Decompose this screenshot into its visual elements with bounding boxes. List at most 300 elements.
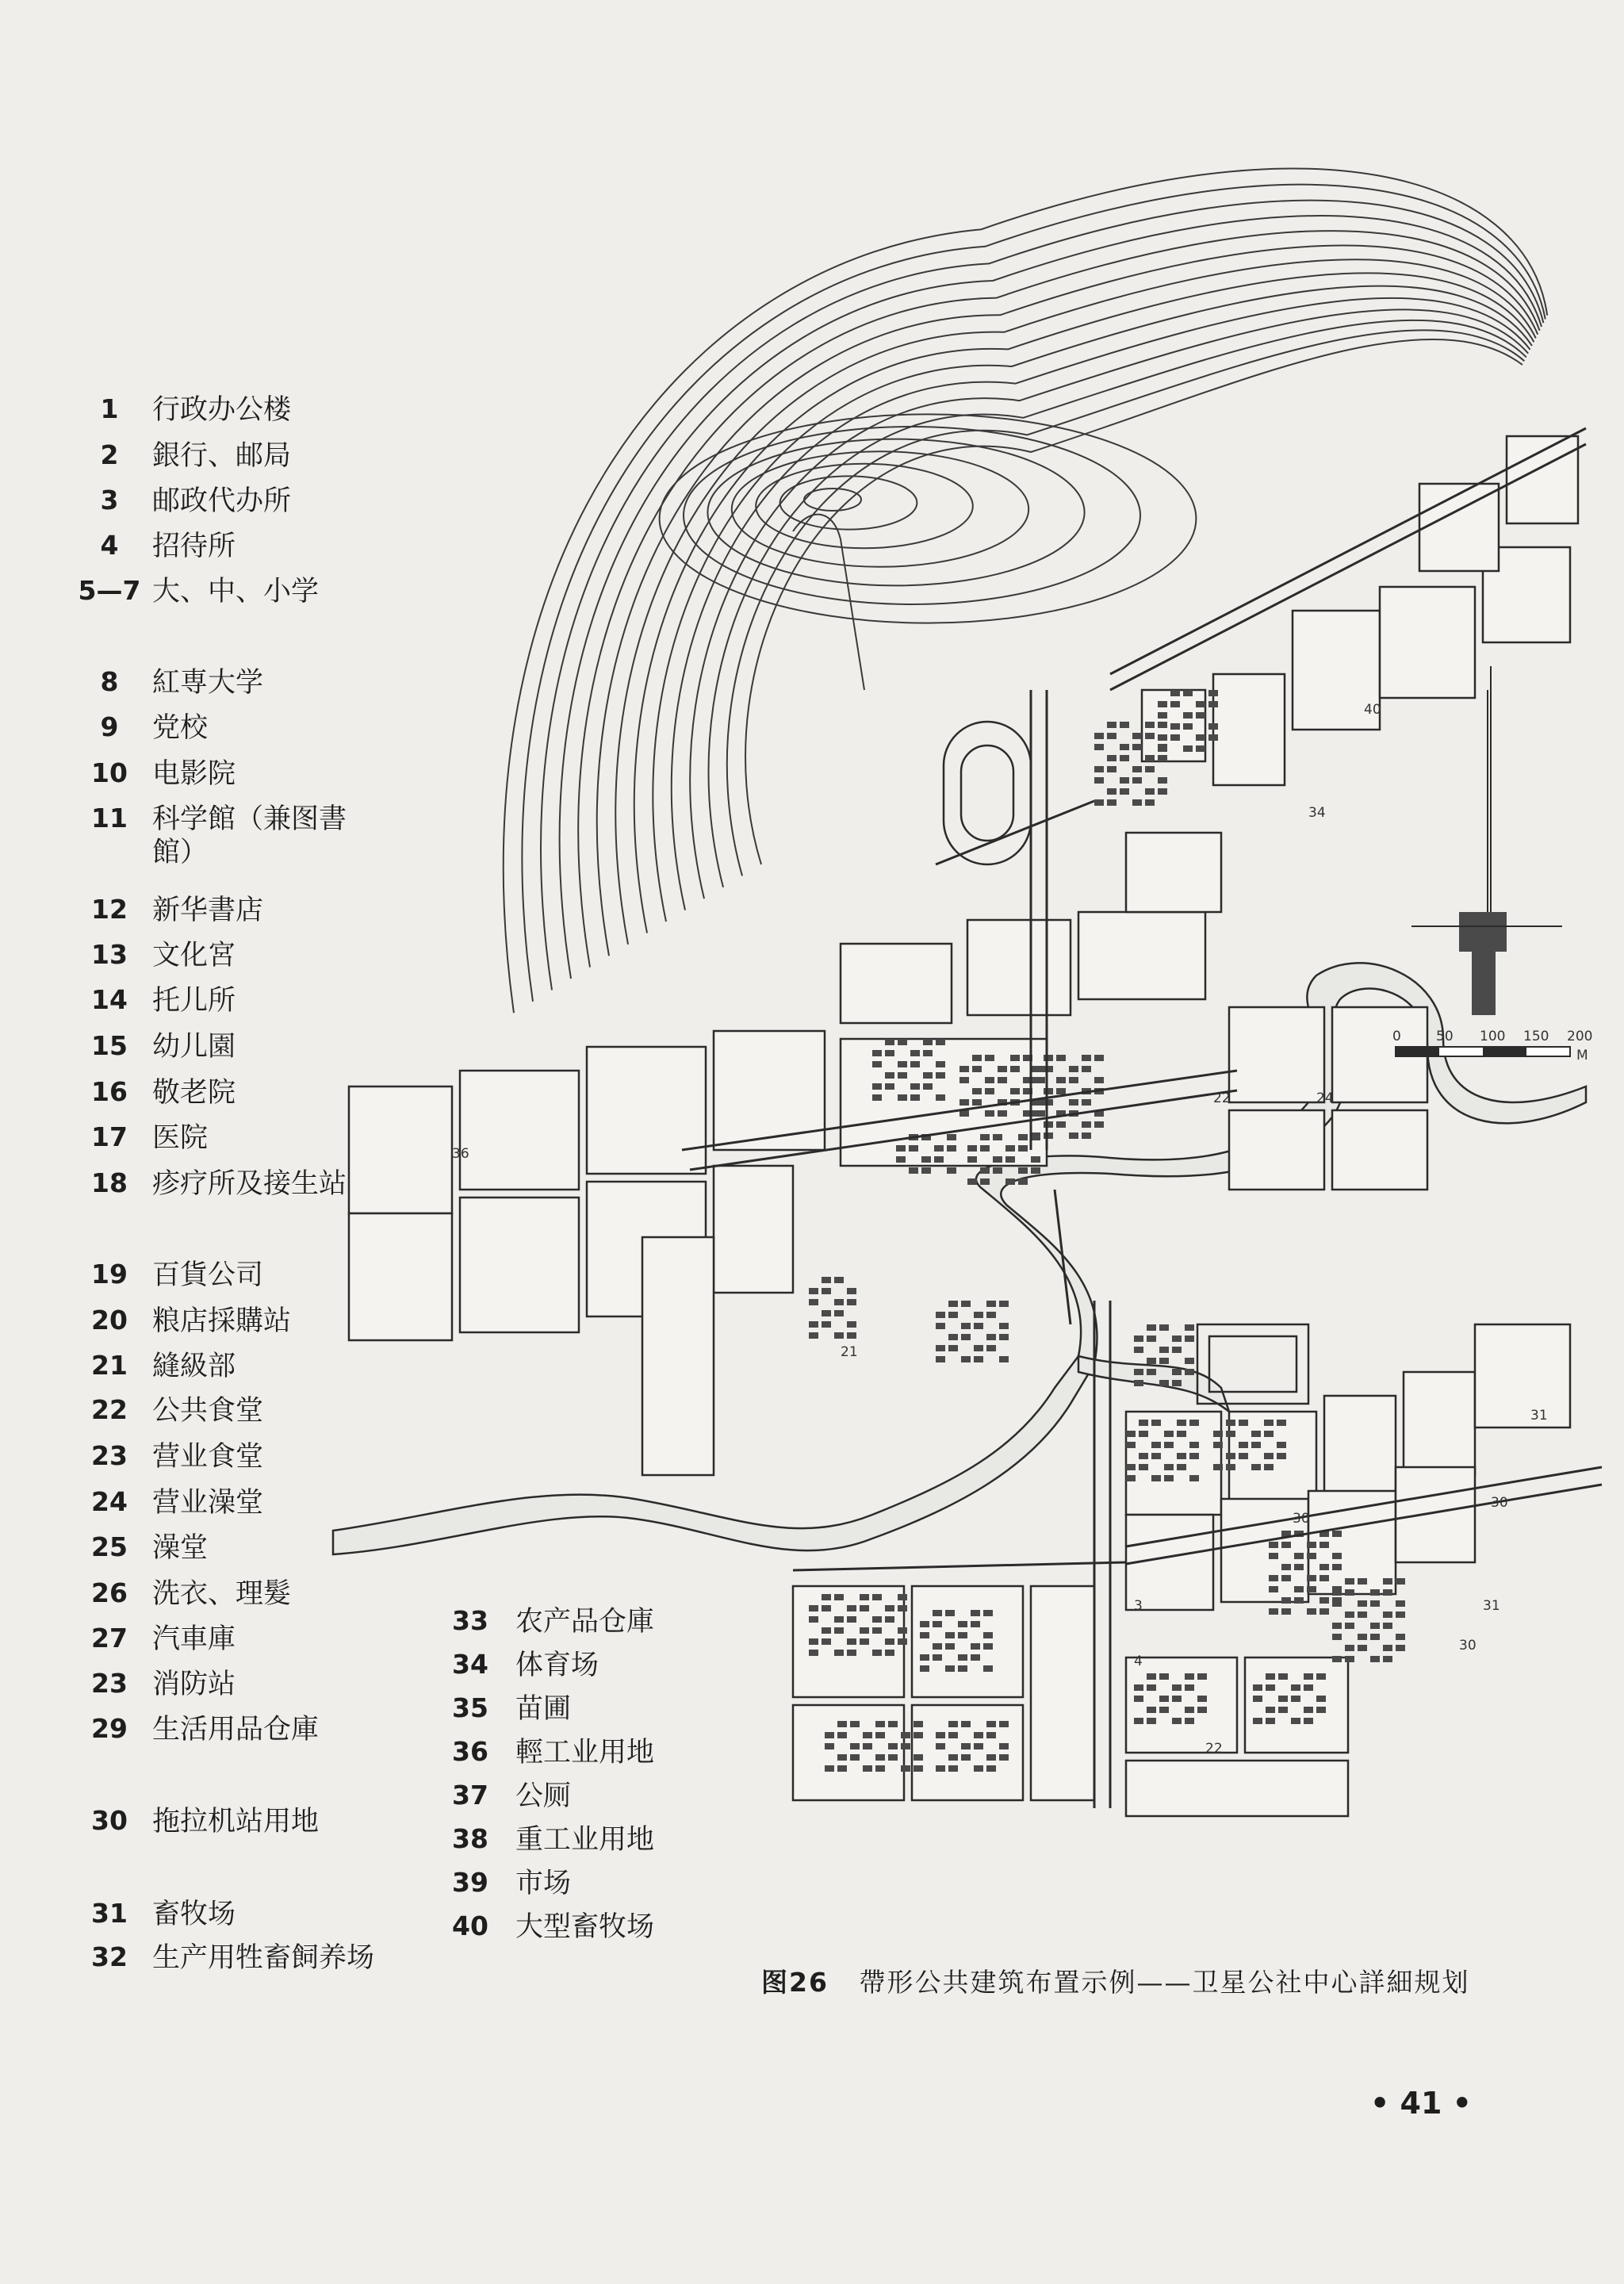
building <box>1031 1077 1040 1083</box>
city-block <box>1380 587 1475 698</box>
building <box>986 1312 996 1318</box>
building <box>809 1650 818 1656</box>
building <box>1332 1623 1342 1629</box>
building <box>1177 1464 1186 1470</box>
building <box>822 1288 831 1294</box>
building <box>1145 755 1155 761</box>
building <box>1172 1336 1182 1342</box>
building <box>1185 1358 1194 1364</box>
building <box>936 1356 945 1362</box>
building <box>1332 1564 1342 1570</box>
building <box>1145 733 1155 739</box>
building <box>934 1145 944 1152</box>
building <box>1005 1178 1015 1185</box>
building <box>986 1754 996 1761</box>
building <box>1183 690 1193 696</box>
building <box>885 1616 894 1623</box>
building <box>1208 690 1218 696</box>
building <box>1018 1178 1028 1185</box>
building <box>1177 1453 1186 1459</box>
building <box>1185 1673 1194 1680</box>
building <box>1134 1347 1143 1353</box>
building <box>933 1654 942 1661</box>
building <box>1145 722 1155 728</box>
building <box>936 1094 945 1101</box>
building <box>1278 1707 1288 1713</box>
building <box>1185 1336 1194 1342</box>
building <box>983 1643 993 1650</box>
building <box>1320 1597 1329 1604</box>
legend-number: 39 <box>452 1867 488 1898</box>
building <box>1044 1055 1053 1061</box>
building <box>1069 1099 1078 1106</box>
building <box>1307 1586 1316 1592</box>
building <box>1158 777 1167 784</box>
city-block <box>1404 1372 1475 1475</box>
building <box>910 1050 920 1056</box>
building <box>1056 1055 1066 1061</box>
building <box>1107 766 1116 772</box>
city-block <box>1126 1761 1348 1816</box>
building <box>1277 1420 1286 1426</box>
legend-label: 銀行、邮局 <box>152 440 292 472</box>
building <box>1294 1586 1304 1592</box>
building <box>974 1345 983 1351</box>
building <box>885 1039 894 1045</box>
city-block <box>349 1213 452 1340</box>
legend-label: 医院 <box>152 1122 209 1154</box>
building <box>974 1743 983 1749</box>
building <box>1189 1453 1199 1459</box>
legend-label: 营业澡堂 <box>152 1487 264 1519</box>
building <box>872 1594 882 1600</box>
building <box>971 1610 980 1616</box>
building <box>998 1066 1007 1072</box>
legend-label: 党校 <box>152 712 209 744</box>
building <box>1269 1586 1278 1592</box>
building <box>933 1621 942 1627</box>
building <box>1120 777 1129 784</box>
building <box>834 1277 844 1283</box>
building <box>1147 1673 1156 1680</box>
building <box>920 1654 929 1661</box>
city-block <box>1126 1657 1237 1753</box>
legend-label: 大型畜牧场 <box>515 1911 655 1943</box>
legend-number: 14 <box>91 984 128 1015</box>
legend-label: 农产品仓庫 <box>515 1606 655 1638</box>
building <box>1239 1420 1248 1426</box>
building <box>847 1299 856 1305</box>
building <box>1126 1464 1136 1470</box>
zone-label: 22 <box>1213 1090 1231 1106</box>
legend-label: 体育场 <box>515 1650 599 1681</box>
building <box>1159 1358 1169 1364</box>
building <box>1291 1718 1300 1724</box>
building <box>822 1605 831 1611</box>
building <box>934 1156 944 1163</box>
city-block <box>1031 1586 1094 1800</box>
building <box>898 1094 907 1101</box>
building <box>909 1145 918 1152</box>
building <box>1082 1099 1091 1106</box>
building <box>885 1650 894 1656</box>
building <box>947 1134 956 1140</box>
scale-tick: 100 <box>1480 1029 1506 1044</box>
building <box>860 1638 869 1645</box>
building <box>1396 1600 1405 1607</box>
building <box>1358 1611 1367 1618</box>
building <box>834 1332 844 1339</box>
legend-label: 敬老院 <box>152 1077 236 1109</box>
building <box>1264 1420 1274 1426</box>
legend-number: 5—7 <box>78 575 141 606</box>
building <box>980 1145 990 1152</box>
building <box>1264 1431 1274 1437</box>
building <box>875 1765 885 1772</box>
building <box>1320 1542 1329 1548</box>
scale-unit: M <box>1576 1048 1588 1063</box>
building <box>959 1066 969 1072</box>
city-block <box>1213 674 1285 785</box>
building <box>1164 1431 1174 1437</box>
building <box>920 1632 929 1638</box>
building <box>1132 744 1142 750</box>
building <box>825 1732 834 1738</box>
building <box>1294 1553 1304 1559</box>
building <box>896 1156 906 1163</box>
road-grid <box>349 436 1578 1816</box>
legend-number: 3 <box>100 485 119 515</box>
scale-tick: 50 <box>1436 1029 1454 1044</box>
building <box>1383 1589 1392 1596</box>
legend-number: 29 <box>91 1713 128 1744</box>
building <box>1005 1145 1015 1152</box>
building <box>947 1167 956 1174</box>
building <box>1094 1077 1104 1083</box>
legend-number: 40 <box>452 1910 488 1941</box>
building <box>983 1610 993 1616</box>
building <box>923 1072 933 1079</box>
zone-label: 21 <box>841 1344 858 1360</box>
building <box>1189 1442 1199 1448</box>
legend-number: 1 <box>100 393 119 424</box>
city-block <box>642 1237 714 1475</box>
building <box>1159 1380 1169 1386</box>
building <box>1094 744 1104 750</box>
building <box>1332 1553 1342 1559</box>
building <box>1266 1673 1275 1680</box>
city-block <box>1324 1396 1396 1499</box>
building <box>936 1312 945 1318</box>
building <box>936 1743 945 1749</box>
building <box>1358 1645 1367 1651</box>
legend-number: 17 <box>91 1121 128 1152</box>
building <box>999 1334 1009 1340</box>
legend-number: 32 <box>91 1941 128 1972</box>
building <box>1094 766 1104 772</box>
building <box>834 1594 844 1600</box>
city-block <box>912 1586 1023 1697</box>
legend-label: 招待所 <box>152 531 236 562</box>
building <box>945 1643 955 1650</box>
building <box>1345 1578 1354 1585</box>
building <box>1358 1578 1367 1585</box>
building <box>986 1301 996 1307</box>
city-block <box>460 1198 579 1332</box>
building <box>985 1077 994 1083</box>
building <box>1082 1121 1091 1128</box>
building <box>1134 1718 1143 1724</box>
building <box>872 1094 882 1101</box>
legend-label: 邮政代办所 <box>152 485 292 517</box>
building <box>1044 1121 1053 1128</box>
building <box>1383 1611 1392 1618</box>
building <box>967 1145 977 1152</box>
building <box>936 1072 945 1079</box>
building <box>1170 723 1180 730</box>
building <box>885 1050 894 1056</box>
building <box>875 1732 885 1738</box>
building <box>1126 1431 1136 1437</box>
building <box>1226 1453 1235 1459</box>
city-block <box>1126 1412 1221 1515</box>
building <box>958 1654 967 1661</box>
legend-number: 38 <box>452 1823 488 1854</box>
building <box>959 1099 969 1106</box>
building <box>1226 1420 1235 1426</box>
building <box>910 1061 920 1067</box>
figure-number: 图26 <box>761 1967 829 1998</box>
building <box>993 1134 1002 1140</box>
building <box>948 1345 958 1351</box>
building <box>1132 766 1142 772</box>
building <box>1370 1656 1380 1662</box>
building <box>898 1072 907 1079</box>
building <box>1332 1656 1342 1662</box>
city-block <box>587 1047 706 1174</box>
building <box>1251 1464 1261 1470</box>
building <box>936 1765 945 1772</box>
building <box>1332 1589 1342 1596</box>
building <box>1107 799 1116 806</box>
building <box>1147 1684 1156 1691</box>
building <box>898 1061 907 1067</box>
legend-label: 行政办公楼 <box>152 394 292 426</box>
building <box>1196 734 1205 741</box>
legend-label: 苗圃 <box>515 1693 572 1725</box>
city-block <box>1475 1324 1570 1428</box>
building <box>1044 1088 1053 1094</box>
building <box>885 1638 894 1645</box>
building <box>1281 1542 1291 1548</box>
building <box>837 1754 847 1761</box>
building <box>1320 1608 1329 1615</box>
building <box>1172 1380 1182 1386</box>
city-block <box>1229 1007 1324 1102</box>
building <box>837 1765 847 1772</box>
building <box>1158 734 1167 741</box>
building <box>1320 1575 1329 1581</box>
building <box>837 1732 847 1738</box>
building <box>974 1765 983 1772</box>
zone-label: 34 <box>1308 805 1326 821</box>
building <box>901 1743 910 1749</box>
building <box>896 1145 906 1152</box>
building <box>1120 788 1129 795</box>
building <box>1147 1336 1156 1342</box>
building <box>1031 1167 1040 1174</box>
building <box>936 1061 945 1067</box>
building <box>999 1301 1009 1307</box>
building <box>1147 1369 1156 1375</box>
building <box>825 1765 834 1772</box>
building <box>985 1055 994 1061</box>
building <box>1316 1673 1326 1680</box>
building <box>1307 1575 1316 1581</box>
building <box>1196 701 1205 707</box>
building <box>1056 1088 1066 1094</box>
building <box>974 1732 983 1738</box>
building <box>1370 1634 1380 1640</box>
building <box>1266 1707 1275 1713</box>
building <box>1396 1578 1405 1585</box>
legend-number: 18 <box>91 1167 128 1198</box>
building <box>872 1650 882 1656</box>
legend-number: 23 <box>91 1440 128 1471</box>
building <box>834 1616 844 1623</box>
building <box>1164 1475 1174 1481</box>
zone-label: 30 <box>1491 1495 1508 1511</box>
building <box>1018 1134 1028 1140</box>
building <box>910 1083 920 1090</box>
building <box>967 1178 977 1185</box>
building <box>923 1050 933 1056</box>
building <box>1304 1718 1313 1724</box>
building <box>1320 1564 1329 1570</box>
building <box>1139 1464 1148 1470</box>
building <box>1132 799 1142 806</box>
building <box>936 1039 945 1045</box>
building <box>980 1167 990 1174</box>
building <box>986 1721 996 1727</box>
building <box>1147 1324 1156 1331</box>
legend-number: 16 <box>91 1076 128 1107</box>
building <box>901 1732 910 1738</box>
building <box>967 1156 977 1163</box>
legend-label: 新华書店 <box>152 895 264 926</box>
building <box>1018 1167 1028 1174</box>
building <box>1069 1077 1078 1083</box>
scale-tick: 0 <box>1392 1029 1401 1044</box>
building <box>920 1665 929 1672</box>
legend-label: 营业食堂 <box>152 1441 264 1473</box>
building <box>1031 1156 1040 1163</box>
building <box>872 1616 882 1623</box>
building <box>1164 1464 1174 1470</box>
legend-number: 21 <box>91 1350 128 1381</box>
legend-label: 畜牧场 <box>152 1899 236 1930</box>
building <box>850 1721 860 1727</box>
building <box>1358 1634 1367 1640</box>
building <box>972 1099 982 1106</box>
building <box>1177 1420 1186 1426</box>
building <box>898 1594 907 1600</box>
scale-tick: 200 <box>1567 1029 1593 1044</box>
zone-label: 30 <box>1293 1511 1310 1527</box>
building <box>1159 1347 1169 1353</box>
zone-label: 3 <box>1134 1598 1143 1614</box>
building <box>961 1356 971 1362</box>
legend-number: 31 <box>91 1898 128 1929</box>
building <box>1264 1464 1274 1470</box>
zone-label: 30 <box>1459 1638 1477 1654</box>
building <box>1159 1324 1169 1331</box>
building <box>809 1299 818 1305</box>
building <box>1294 1564 1304 1570</box>
legend-number: 33 <box>452 1605 488 1636</box>
building <box>1132 733 1142 739</box>
building <box>993 1167 1002 1174</box>
building <box>945 1665 955 1672</box>
building <box>1253 1718 1262 1724</box>
building <box>1396 1611 1405 1618</box>
building <box>1383 1578 1392 1585</box>
building <box>850 1754 860 1761</box>
building <box>910 1094 920 1101</box>
zone-label: 31 <box>1483 1598 1500 1614</box>
building <box>888 1754 898 1761</box>
building <box>850 1743 860 1749</box>
building <box>933 1610 942 1616</box>
legend-number: 25 <box>91 1531 128 1562</box>
city-block <box>1396 1467 1475 1562</box>
legend-number: 4 <box>100 530 119 561</box>
stadium-south <box>1197 1324 1308 1404</box>
building <box>1158 788 1167 795</box>
building <box>1139 1420 1148 1426</box>
building <box>1189 1420 1199 1426</box>
building <box>914 1732 923 1738</box>
city-block <box>793 1705 904 1800</box>
building <box>1159 1696 1169 1702</box>
building <box>1134 1380 1143 1386</box>
building <box>959 1077 969 1083</box>
building <box>945 1632 955 1638</box>
building <box>921 1167 931 1174</box>
building <box>993 1156 1002 1163</box>
building <box>898 1627 907 1634</box>
building <box>863 1743 872 1749</box>
building <box>948 1721 958 1727</box>
building <box>914 1721 923 1727</box>
building <box>961 1754 971 1761</box>
building <box>1251 1431 1261 1437</box>
building <box>1010 1088 1020 1094</box>
building <box>1139 1431 1148 1437</box>
legend-label: 生活用品仓庫 <box>152 1714 320 1746</box>
zone-label: 22 <box>1205 1741 1223 1757</box>
building <box>1044 1066 1053 1072</box>
building <box>1316 1707 1326 1713</box>
building <box>936 1323 945 1329</box>
building <box>914 1765 923 1772</box>
building <box>1239 1442 1248 1448</box>
building <box>1281 1608 1291 1615</box>
building <box>945 1610 955 1616</box>
legend-number: 10 <box>91 757 128 788</box>
building <box>961 1743 971 1749</box>
city-block <box>1126 833 1221 912</box>
